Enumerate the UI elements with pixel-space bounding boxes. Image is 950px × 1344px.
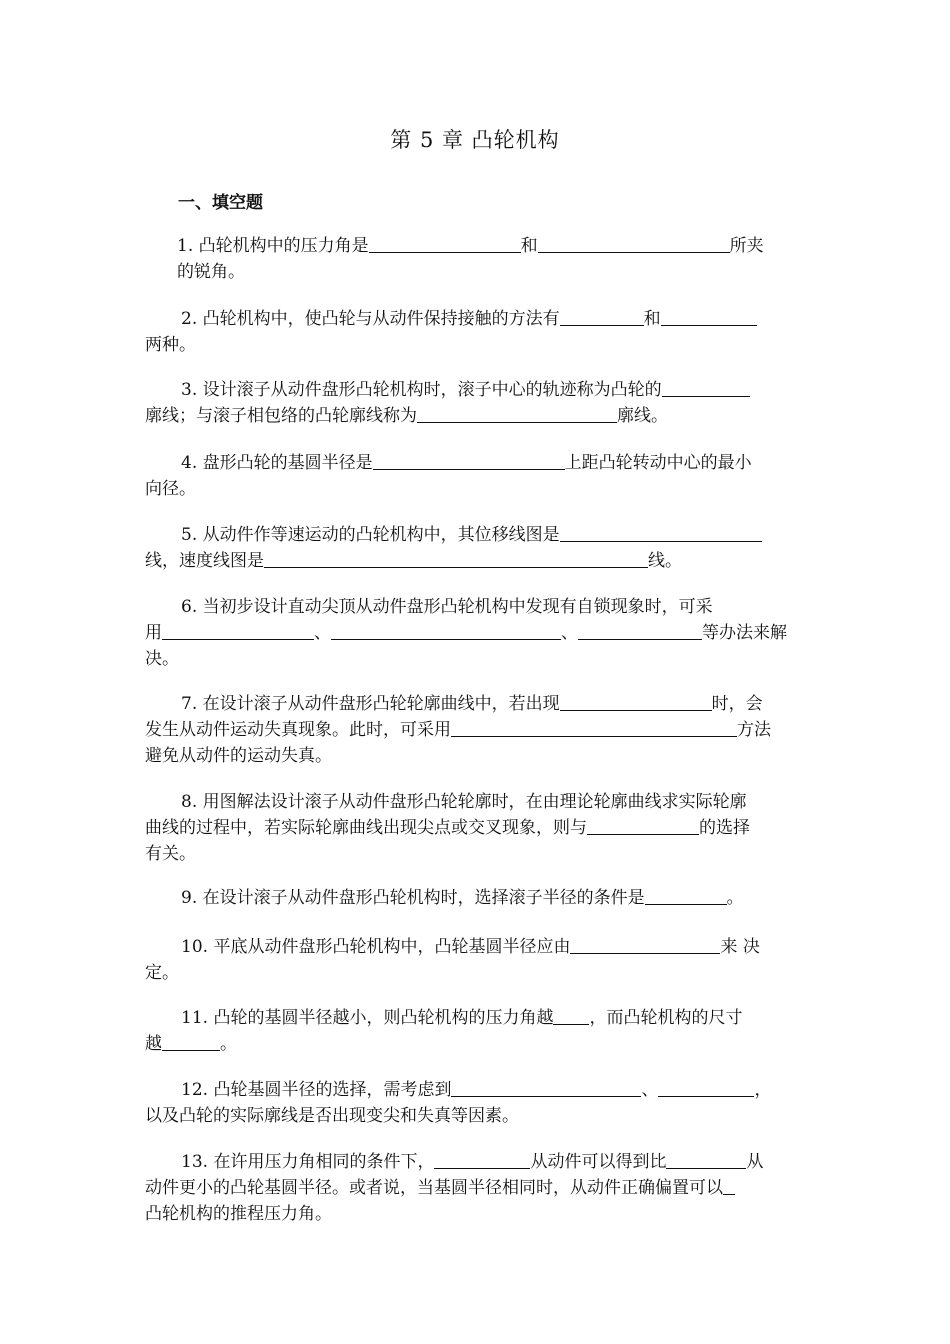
answer-blank[interactable]: [162, 1031, 220, 1051]
answer-blank[interactable]: [723, 1175, 735, 1195]
answer-blank[interactable]: [417, 403, 617, 423]
question-2: 2. 凸轮机构中，使凸轮与从动件保持接触的方法有 和 两种。: [145, 306, 807, 358]
question-8: 8. 用图解法设计滚子从动件盘形凸轮轮廓时，在由理论轮廓曲线求实际轮廓 曲线的过程中，若实际轮廓曲线出现尖点或交叉现象，则与 的选择 有关。: [145, 792, 750, 864]
answer-blank[interactable]: [587, 815, 699, 835]
answer-blank[interactable]: [578, 620, 702, 640]
question-9: 9. 在设计滚子从动件盘形凸轮机构时，选择滚子半径的条件是 。: [145, 885, 807, 911]
answer-blank[interactable]: [560, 306, 644, 326]
question-5: 5. 从动件作等速运动的凸轮机构中，其位移线图是 线，速度线图是 线。: [145, 522, 807, 574]
answer-blank[interactable]: [538, 233, 730, 253]
answer-blank[interactable]: [658, 1077, 754, 1097]
question-1: 1. 凸轮机构中的压力角是 和 所夹 的锐角。: [145, 233, 807, 285]
question-12: 12. 凸轮基圆半径的选择，需考虑到 、 ， 以及凸轮的实际廓线是否出现变尖和失真等因素。: [145, 1077, 807, 1129]
answer-blank[interactable]: [373, 450, 565, 470]
answer-blank[interactable]: [645, 885, 727, 905]
answer-blank[interactable]: [331, 620, 561, 640]
answer-blank[interactable]: [434, 1149, 530, 1169]
answer-blank[interactable]: [553, 1005, 589, 1025]
answer-blank[interactable]: [560, 691, 712, 711]
answer-blank[interactable]: [560, 522, 762, 542]
question-3: 3. 设计滚子从动件盘形凸轮机构时，滚子中心的轨迹称为凸轮的 廓线；与滚子相包络的凸轮廓线称为 廓线。: [145, 377, 807, 429]
answer-blank[interactable]: [162, 620, 314, 640]
answer-blank[interactable]: [662, 377, 750, 397]
question-4: 4. 盘形凸轮的基圆半径是 上距凸轮转动中心的最小 向径。: [145, 450, 807, 502]
question-13: 13. 在许用压力角相同的条件下， 从动件可以得到比 从 动件更小的凸轮基圆半径。或者说，当基圆半径相同时，从动件正确偏置可以 凸轮机构的推程压力角。: [145, 1149, 807, 1227]
answer-blank[interactable]: [369, 233, 521, 253]
question-7: 7. 在设计滚子从动件盘形凸轮轮廓曲线中，若出现 时，会 发生从动件运动失真现象。此时，可采用 方法 避免从动件的运动失真。: [145, 691, 807, 769]
question-6: 6. 当初步设计直动尖顶从动件盘形凸轮机构中发现有自锁现象时，可采 用 、 、 等办法来解 决。: [145, 597, 787, 669]
answer-blank[interactable]: [451, 1077, 641, 1097]
question-11: 11. 凸轮的基圆半径越小，则凸轮机构的压力角越 ，而凸轮机构的尺寸 越 。: [145, 1005, 807, 1057]
answer-blank[interactable]: [661, 306, 757, 326]
answer-blank[interactable]: [666, 1149, 746, 1169]
answer-blank[interactable]: [570, 934, 720, 954]
answer-blank[interactable]: [451, 717, 737, 737]
chapter-title: 第 5 章 凸轮机构: [390, 128, 560, 152]
question-10: 10. 平底从动件盘形凸轮机构中，凸轮基圆半径应由 来 决 定。: [145, 934, 807, 986]
section-heading: 一、填空题: [178, 193, 263, 213]
answer-blank[interactable]: [264, 548, 648, 568]
